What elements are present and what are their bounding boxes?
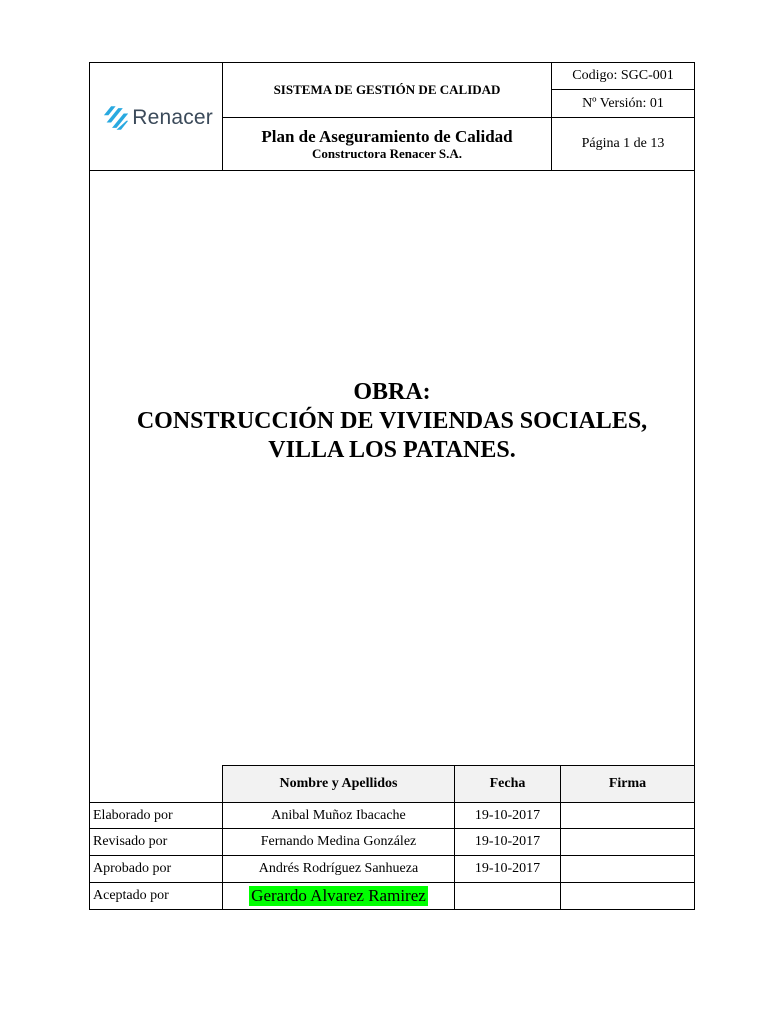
logo-text: Renacer bbox=[132, 106, 213, 129]
system-title: SISTEMA DE GESTIÓN DE CALIDAD bbox=[273, 82, 501, 97]
header-divider bbox=[89, 170, 695, 171]
highlighted-name: Gerardo Alvarez Ramirez bbox=[251, 886, 426, 905]
plan-title-block bbox=[223, 118, 551, 170]
renacer-logo-icon bbox=[103, 103, 128, 133]
project-title-line: OBRA: bbox=[353, 379, 431, 405]
column-header-date: Fecha bbox=[489, 776, 526, 791]
column-header-name: Nombre y Apellidos bbox=[279, 776, 398, 791]
company-name: Constructora Renacer S.A. bbox=[312, 146, 462, 161]
row-name: Andrés Rodríguez Sanhueza bbox=[258, 861, 419, 876]
row-label-aceptado: Aceptado por bbox=[93, 888, 169, 903]
row-label-aprobado: Aprobado por bbox=[93, 861, 172, 876]
row-date bbox=[455, 883, 560, 909]
plan-title: Plan de Aseguramiento de Calidad bbox=[261, 127, 513, 146]
document-code: Codigo: SGC-001 bbox=[572, 68, 674, 83]
project-title-line: CONSTRUCCIÓN DE VIVIENDAS SOCIALES, bbox=[136, 408, 648, 434]
row-label-revisado: Revisado por bbox=[93, 834, 168, 849]
company-logo bbox=[103, 101, 213, 135]
row-date: 19-10-2017 bbox=[474, 808, 541, 823]
project-title bbox=[90, 378, 694, 465]
row-date: 19-10-2017 bbox=[474, 861, 541, 876]
row-date: 19-10-2017 bbox=[474, 834, 541, 849]
row-signature bbox=[561, 829, 694, 855]
document-version: Nº Versión: 01 bbox=[582, 95, 664, 111]
row-signature bbox=[561, 883, 694, 909]
column-header-signature: Firma bbox=[608, 776, 647, 791]
row-signature bbox=[561, 803, 694, 829]
row-label-elaborado: Elaborado por bbox=[93, 808, 173, 823]
row-signature bbox=[561, 856, 694, 882]
project-title-line: VILLA LOS PATANES. bbox=[268, 437, 516, 463]
row-name-highlighted bbox=[223, 883, 454, 909]
row-name: Fernando Medina González bbox=[260, 834, 417, 849]
row-name: Anibal Muñoz Ibacache bbox=[271, 808, 406, 823]
page-number: Página 1 de 13 bbox=[581, 136, 665, 151]
